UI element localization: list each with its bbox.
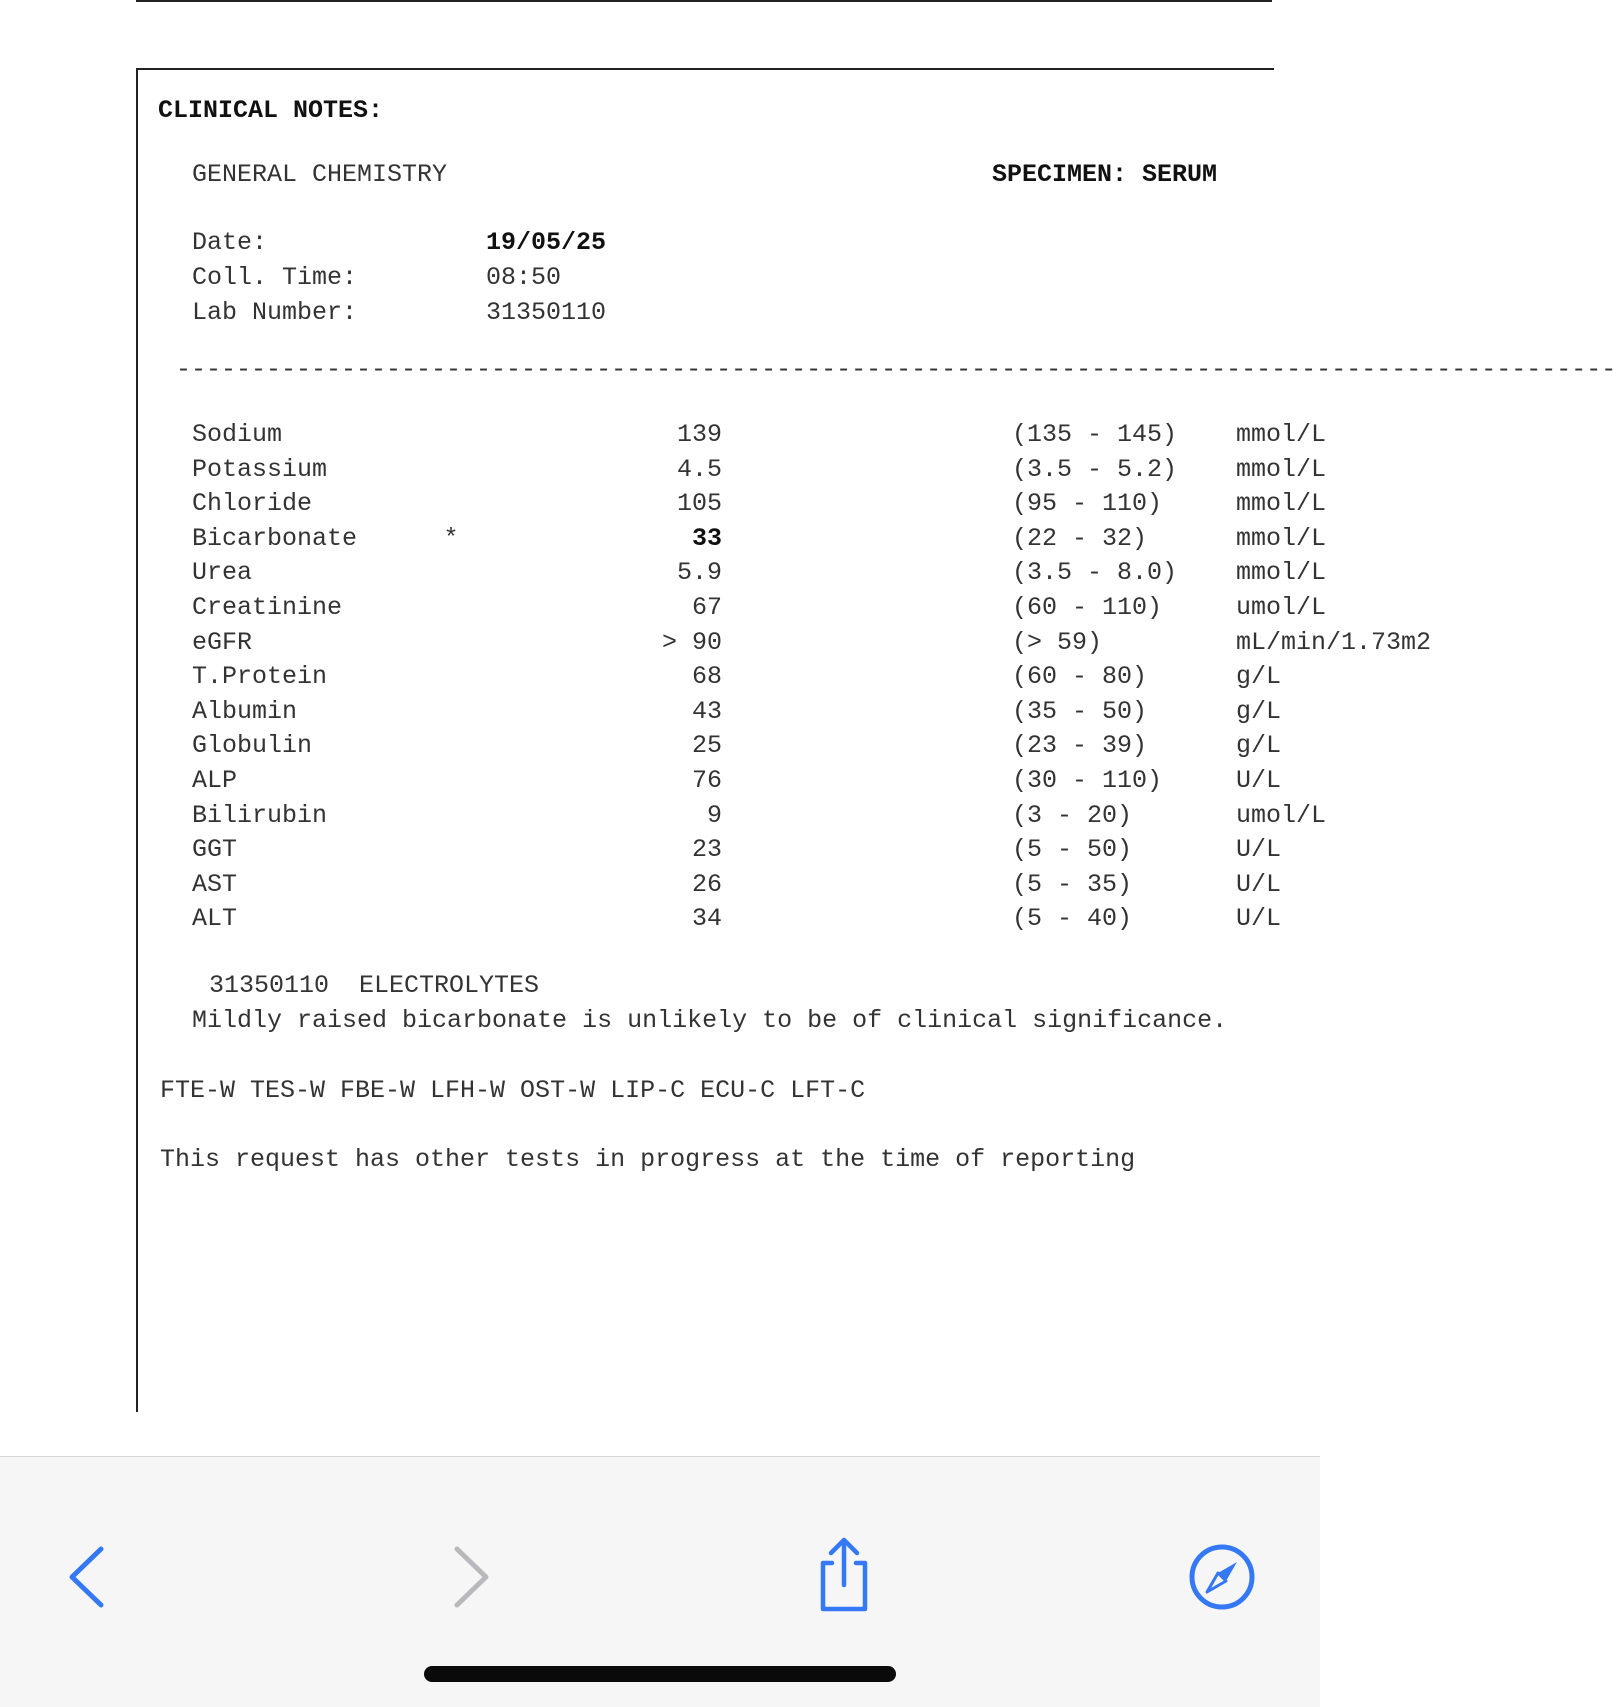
result-range: (> 59)	[1012, 627, 1103, 657]
comment-text: Mildly raised bicarbonate is unlikely to be of clinical significance.	[192, 1006, 1228, 1035]
lab-number-value: 31350110	[486, 298, 607, 327]
result-name: Bicarbonate	[192, 523, 358, 553]
result-unit: U/L	[1236, 904, 1282, 934]
test-codes: FTE-W TES-W FBE-W LFH-W OST-W LIP-C ECU-C LFT-C	[160, 1076, 866, 1105]
safari-compass-button[interactable]	[1182, 1537, 1262, 1617]
progress-note: This request has other tests in progress at the time of reporting	[160, 1145, 1136, 1174]
result-name: Creatinine	[192, 593, 343, 622]
date-value: 19/05/25	[486, 228, 607, 257]
result-unit: mmol/L	[1236, 420, 1327, 449]
result-range: (5 - 40)	[1012, 904, 1133, 934]
result-name: Potassium	[192, 454, 328, 484]
result-unit: mmol/L	[1236, 523, 1327, 553]
share-button[interactable]	[804, 1533, 884, 1613]
result-unit: umol/L	[1236, 593, 1327, 622]
divider-line: ------------------------------------------------------------------------------------------------	[176, 355, 1616, 384]
result-value: 26	[691, 869, 722, 899]
result-row	[138, 454, 1327, 489]
result-value: 43	[691, 696, 722, 726]
result-unit: mmol/L	[1236, 454, 1327, 484]
result-unit: g/L	[1236, 731, 1282, 761]
result-value: 33	[691, 523, 722, 553]
result-flag: *	[443, 523, 459, 553]
compass-icon	[1182, 1537, 1262, 1617]
forward-button[interactable]	[432, 1537, 512, 1617]
date-label: Date:	[192, 228, 268, 257]
result-value: 34	[691, 904, 722, 934]
result-range: (60 - 80)	[1012, 662, 1148, 692]
result-value: 25	[691, 731, 722, 761]
result-value: > 90	[661, 627, 722, 657]
result-value: 5.9	[676, 558, 722, 588]
result-value: 4.5	[676, 454, 722, 484]
result-name: eGFR	[192, 627, 253, 657]
result-row	[138, 904, 1282, 938]
result-name: T.Protein	[192, 662, 328, 692]
result-range: (22 - 32)	[1012, 523, 1148, 553]
previous-page-border	[136, 0, 1272, 2]
result-unit: mmol/L	[1236, 489, 1327, 519]
lab-report	[136, 68, 1616, 1412]
chevron-left-icon	[46, 1537, 126, 1617]
result-unit: g/L	[1236, 662, 1282, 692]
back-button[interactable]	[46, 1537, 126, 1617]
result-value: 67	[691, 593, 722, 622]
result-range: (3.5 - 8.0)	[1012, 558, 1178, 588]
result-range: (5 - 35)	[1012, 869, 1133, 899]
result-row	[138, 766, 1282, 800]
section-title: GENERAL CHEMISTRY	[192, 160, 448, 189]
result-row	[138, 593, 1327, 627]
result-row	[138, 558, 1327, 592]
result-range: (3 - 20)	[1012, 800, 1133, 830]
result-name: Sodium	[192, 420, 283, 449]
result-name: ALT	[192, 904, 238, 934]
result-range: (23 - 39)	[1012, 731, 1148, 761]
result-range: (35 - 50)	[1012, 696, 1148, 726]
result-row	[138, 800, 1327, 835]
result-value: 76	[691, 766, 722, 795]
result-row	[138, 869, 1282, 904]
result-name: Chloride	[192, 489, 313, 519]
result-name: Bilirubin	[192, 800, 328, 830]
result-row	[138, 420, 1327, 454]
result-value: 23	[691, 835, 722, 865]
result-unit: U/L	[1236, 869, 1282, 899]
result-value: 68	[691, 662, 722, 692]
result-row	[138, 835, 1282, 869]
result-value: 105	[676, 489, 722, 519]
result-range: (3.5 - 5.2)	[1012, 454, 1178, 484]
clinical-notes-label: CLINICAL NOTES:	[158, 96, 384, 125]
result-row	[138, 627, 1432, 662]
safari-bottom-toolbar	[0, 1456, 1320, 1707]
result-unit: U/L	[1236, 766, 1282, 795]
result-value: 9	[706, 800, 722, 830]
result-unit: mmol/L	[1236, 558, 1327, 588]
result-unit: mL/min/1.73m2	[1236, 627, 1432, 657]
result-unit: U/L	[1236, 835, 1282, 865]
result-unit: g/L	[1236, 696, 1282, 726]
coll-time-value: 08:50	[486, 263, 562, 292]
result-unit: umol/L	[1236, 800, 1327, 830]
result-row	[138, 662, 1282, 696]
result-range: (95 - 110)	[1012, 489, 1163, 519]
share-icon	[804, 1533, 884, 1613]
result-name: GGT	[192, 835, 238, 865]
result-range: (135 - 145)	[1012, 420, 1178, 449]
result-name: Globulin	[192, 731, 313, 761]
comment-header: 31350110 ELECTROLYTES	[209, 971, 540, 1000]
result-row	[138, 731, 1282, 765]
specimen-label: SPECIMEN: SERUM	[992, 160, 1218, 189]
result-row	[138, 523, 1327, 558]
result-range: (5 - 50)	[1012, 835, 1133, 865]
home-indicator	[424, 1666, 896, 1682]
result-value: 139	[676, 420, 722, 449]
result-row	[138, 489, 1327, 523]
lab-number-label: Lab Number:	[192, 298, 358, 327]
result-range: (60 - 110)	[1012, 593, 1163, 622]
chevron-right-icon	[432, 1537, 512, 1617]
result-name: ALP	[192, 766, 238, 795]
result-range: (30 - 110)	[1012, 766, 1163, 795]
result-name: Urea	[192, 558, 253, 588]
result-row	[138, 696, 1282, 731]
result-name: AST	[192, 869, 238, 899]
coll-time-label: Coll. Time:	[192, 263, 358, 292]
result-name: Albumin	[192, 696, 298, 726]
